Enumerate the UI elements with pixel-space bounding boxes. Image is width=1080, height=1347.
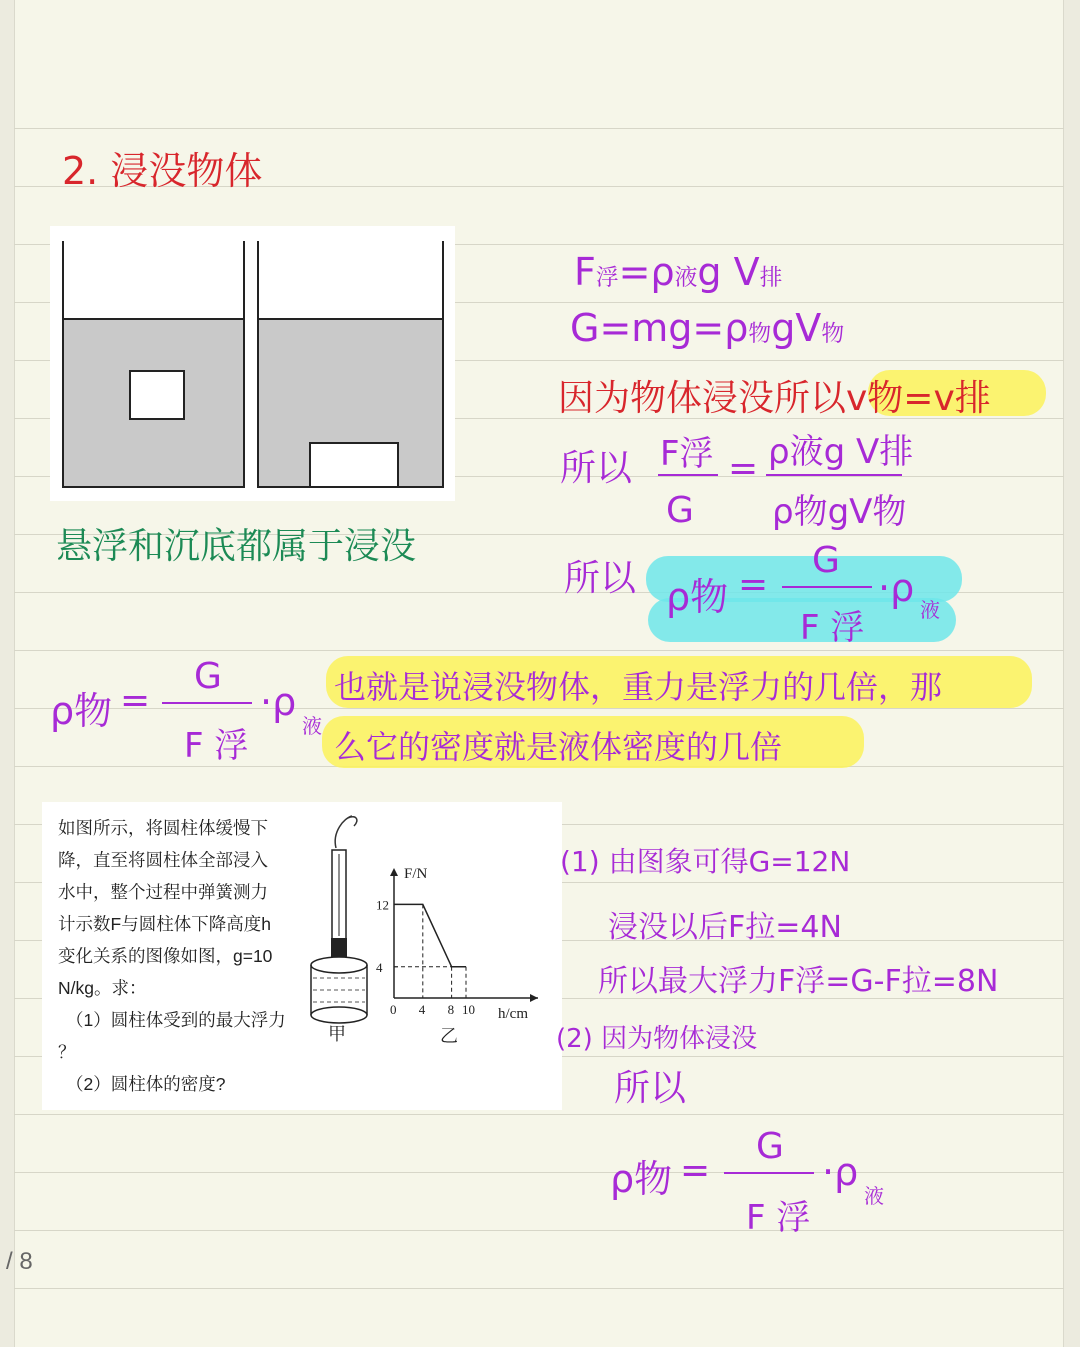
- problem-text: [58, 812, 308, 1100]
- problem-line: （1）圆柱体受到的最大浮力: [66, 1010, 286, 1030]
- left-num: G: [194, 656, 222, 697]
- ratio-left-numerator: F浮: [660, 434, 714, 474]
- buoyancy-rho-sub: 液: [674, 265, 698, 291]
- buoyancy-formula: [574, 250, 782, 294]
- page-indicator: / 8: [6, 1248, 33, 1275]
- ruled-line: [14, 1288, 1064, 1289]
- final-dot-rho: ·ρ: [822, 1150, 859, 1194]
- left-rho-obj: ρ物: [50, 689, 113, 733]
- density-rho-obj: ρ物: [666, 575, 729, 619]
- problem-line: 计示数F与圆柱体下降高度h: [58, 914, 271, 934]
- density-liq-sub: 液: [920, 598, 940, 622]
- x-axis-label: h/cm: [498, 1006, 528, 1018]
- so-label-2: 所以: [564, 558, 637, 599]
- problem-line: （2）圆柱体的密度?: [66, 1074, 226, 1094]
- problem-line: N/kg。求：: [58, 978, 147, 998]
- explanation-line-1: 也就是说浸没物体，重力是浮力的几倍，那: [334, 668, 943, 706]
- diagram-caption: 悬浮和沉底都属于浸没: [56, 526, 417, 567]
- density-den: F 浮: [800, 608, 865, 648]
- x-tick-label: 8: [447, 1002, 455, 1017]
- solution-part1b: 浸没以后F拉=4N: [608, 910, 842, 945]
- y-tick-label: 4: [376, 959, 383, 975]
- final-rho-obj: ρ物: [610, 1157, 673, 1201]
- problem-line: 变化关系的图像如图，g=10: [58, 946, 273, 966]
- left-liq-sub: 液: [302, 714, 322, 738]
- gravity-gV: gV: [771, 306, 822, 350]
- left-dot-rho: ·ρ: [260, 680, 297, 724]
- density-num: G: [812, 540, 840, 581]
- y-axis-arrow: [390, 868, 398, 876]
- gravity-formula: [570, 306, 844, 350]
- problem-line: 水中，整个过程中弹簧测力: [58, 882, 268, 902]
- left-eq: =: [120, 680, 151, 721]
- force-height-graph: [368, 858, 548, 1018]
- ruled-line: [14, 1114, 1064, 1115]
- sunken-container: [258, 241, 443, 487]
- solution-part2b: 所以: [614, 1068, 687, 1109]
- problem-line: ？: [58, 1042, 76, 1062]
- section-title: 2. 浸没物体: [62, 149, 263, 193]
- y-axis-label: F/N: [404, 866, 428, 882]
- left-bar: [162, 702, 252, 704]
- final-den: F 浮: [746, 1198, 811, 1238]
- ruled-line: [14, 650, 1064, 651]
- explanation-line-2: 么它的密度就是液体密度的几倍: [334, 728, 783, 766]
- buoyancy-eq: =ρ: [618, 250, 675, 294]
- label-yi: 乙: [440, 1026, 458, 1046]
- gravity-main: G=mg=ρ: [570, 306, 749, 350]
- force-series-line: [394, 904, 466, 966]
- x-tick-label: 0: [390, 1002, 397, 1017]
- final-num: G: [756, 1126, 784, 1167]
- ratio-equals: =: [728, 448, 759, 489]
- solution-part1: (1) 由图象可得G=12N: [560, 845, 851, 878]
- ruled-line: [14, 1172, 1064, 1173]
- ratio-left-denominator: G: [666, 490, 694, 531]
- sunken-block: [310, 443, 398, 487]
- y-tick-label: 12: [376, 897, 389, 913]
- problem-line: 如图所示，将圆柱体缓慢下: [58, 818, 268, 838]
- because-statement: 因为物体浸没所以v物=v排: [558, 378, 991, 419]
- x-axis-arrow: [530, 994, 538, 1002]
- graph-axes: [376, 866, 538, 1018]
- x-tick-label: 10: [462, 1002, 475, 1017]
- page-right-edge: [1063, 0, 1080, 1347]
- suspended-container: [63, 241, 244, 487]
- ruled-line: [14, 708, 1064, 709]
- gravity-rho-sub: 物: [748, 321, 772, 347]
- graph-marks: [394, 904, 466, 998]
- so-label-1: 所以: [560, 448, 633, 489]
- ratio-left-bar: [658, 474, 718, 476]
- density-eq: =: [738, 564, 769, 605]
- ratio-right-numerator: ρ液g V排: [768, 432, 914, 472]
- gravity-V-sub: 物: [821, 321, 845, 347]
- ratio-right-denominator: ρ物gV物: [772, 492, 907, 532]
- buoyancy-gV: g V: [697, 250, 760, 294]
- final-eq: =: [680, 1150, 711, 1191]
- ratio-right-bar: [766, 474, 902, 476]
- ruled-line: [14, 1230, 1064, 1231]
- label-jia: 甲: [328, 1024, 346, 1044]
- left-den: F 浮: [184, 726, 249, 766]
- buoyancy-F: F: [574, 250, 596, 294]
- density-bar: [782, 586, 872, 588]
- immersion-diagram: [50, 226, 455, 501]
- solution-part1c: 所以最大浮力F浮=G-F拉=8N: [598, 964, 999, 999]
- page-left-edge: [0, 0, 15, 1347]
- buoyancy-V-sub: 排: [759, 265, 783, 291]
- buoyancy-F-sub: 浮: [595, 265, 619, 291]
- spring-scale-apparatus: [306, 810, 376, 1050]
- final-bar: [724, 1172, 814, 1174]
- x-tick-label: 4: [418, 1002, 426, 1017]
- final-liq-sub: 液: [864, 1184, 884, 1208]
- solution-part2: (2) 因为物体浸没: [556, 1024, 758, 1054]
- problem-line: 降，直至将圆柱体全部浸入: [58, 850, 268, 870]
- suspended-block: [130, 371, 184, 419]
- density-dot-rho: ·ρ: [878, 566, 915, 610]
- immersion-diagram-svg: [50, 226, 455, 501]
- ruled-line: [14, 128, 1064, 129]
